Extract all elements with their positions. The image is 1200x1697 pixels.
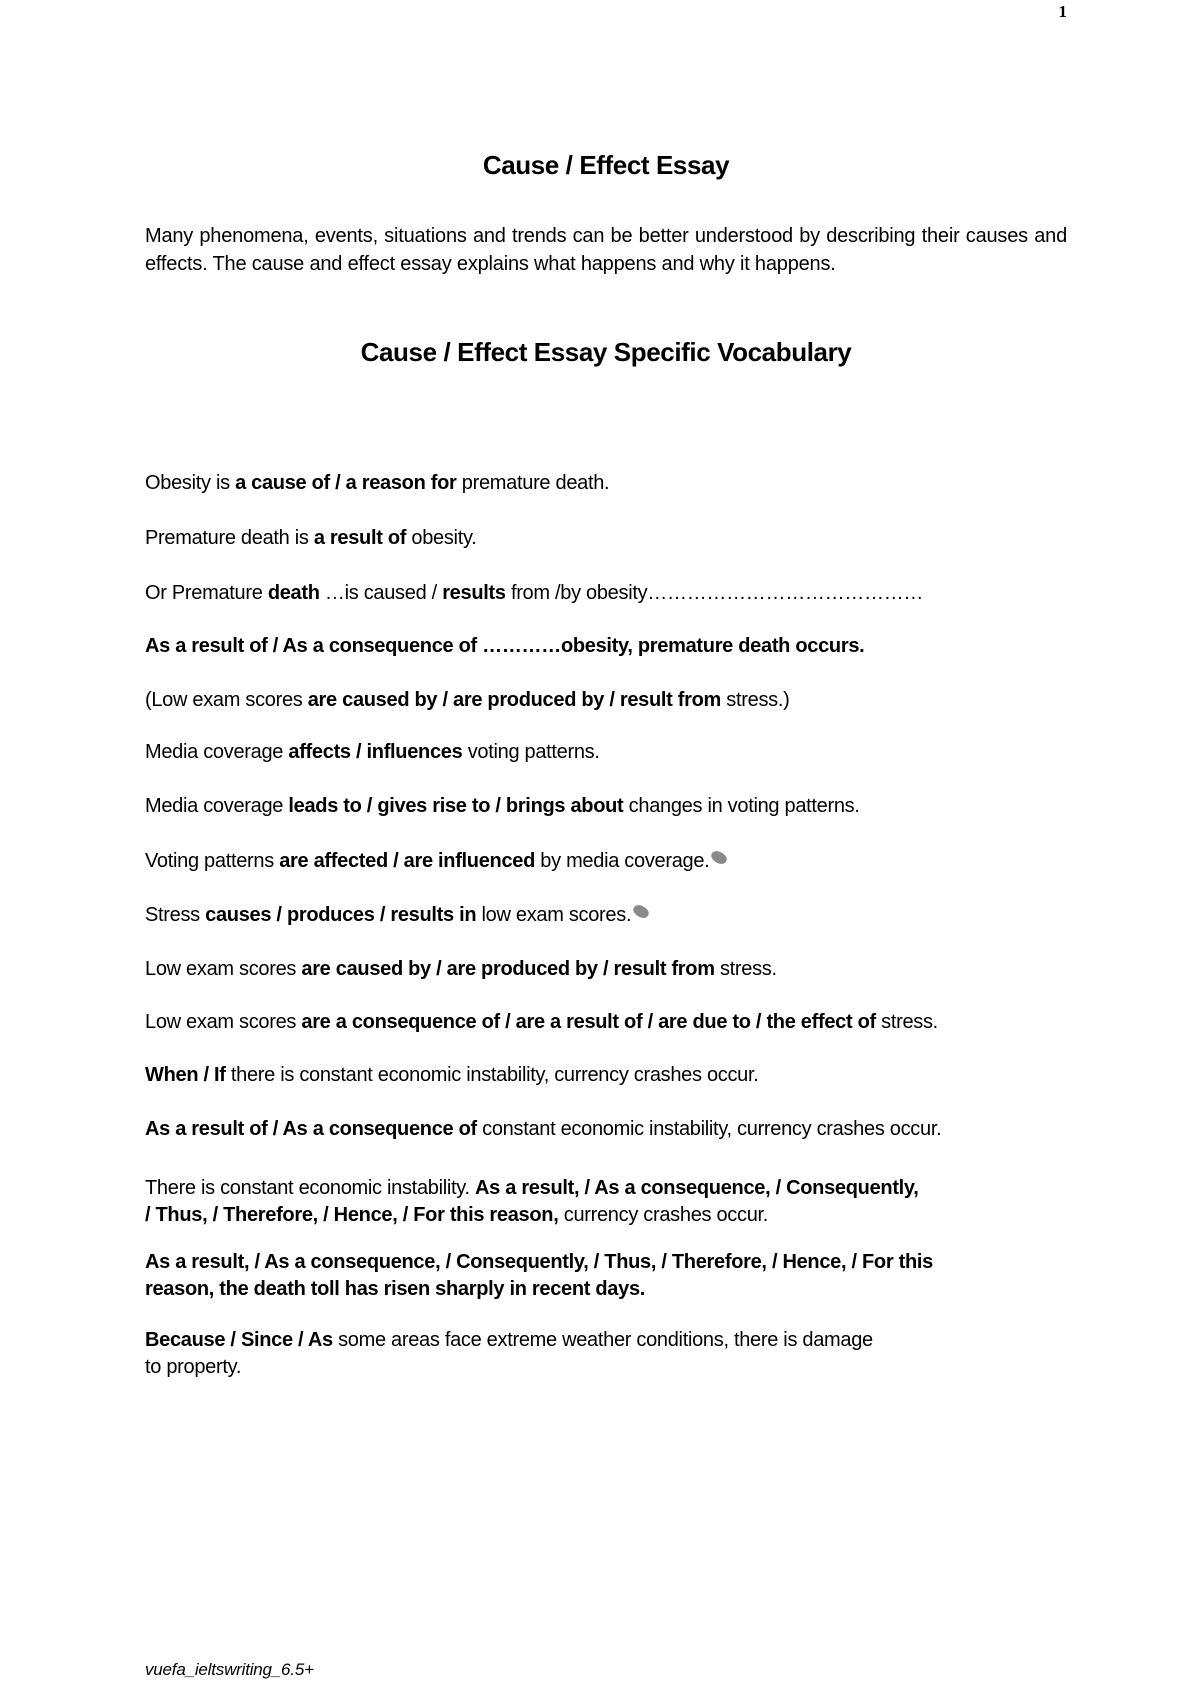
key-phrase: a cause of / a reason for — [235, 472, 457, 494]
key-phrase: are a consequence of / are a result of / are due to / the effect of — [301, 1011, 876, 1033]
sentence-10 — [145, 956, 1067, 983]
key-phrase: reason, the death toll has risen sharply in recent days. — [145, 1278, 646, 1300]
section-heading: Cause / Effect Essay Specific Vocabulary — [360, 337, 852, 367]
sentence-text: Media coverage — [145, 795, 289, 817]
sentence-text: constant economic instability, currency crashes occur. — [476, 1118, 942, 1140]
sentence-text: voting patterns. — [462, 741, 600, 763]
sentence-text: Premature death is — [145, 527, 314, 549]
key-phrase: are affected / are influenced — [279, 850, 536, 872]
key-phrase: results — [442, 582, 506, 604]
sentence-text: there is constant economic instability, currency crashes occur. — [225, 1064, 759, 1086]
sentence-text: premature death. — [456, 472, 610, 494]
sentence-text: obesity. — [406, 527, 477, 549]
key-phrase: affects / influences — [288, 741, 463, 763]
sentence-16 — [145, 1327, 1067, 1381]
sentence-6 — [145, 739, 1067, 766]
key-phrase: are caused by / are produced by / result from — [307, 689, 722, 711]
key-phrase: a result of — [313, 527, 407, 549]
sentence-text: stress.) — [721, 689, 790, 711]
sentence-7 — [145, 793, 1067, 820]
sentence-text: There is constant economic instability. — [145, 1177, 476, 1199]
sentence-text: Stress — [145, 904, 206, 926]
sentence-text: Media coverage — [145, 741, 289, 763]
sentence-text: by media coverage. — [535, 850, 710, 872]
sentence-text: Or Premature — [145, 582, 268, 604]
key-phrase: death — [267, 582, 320, 604]
footer-text: vuefa_ieltswriting_6.5+ — [145, 1660, 314, 1679]
sentence-2 — [145, 525, 1067, 552]
sentence-text: to property. — [145, 1356, 242, 1378]
pin-icon — [710, 848, 729, 866]
sentence-text: stress. — [875, 1011, 938, 1033]
sentence-text: stress. — [714, 958, 777, 980]
sentence-11 — [145, 1009, 1067, 1036]
sentence-text: (Low exam scores — [145, 689, 308, 711]
page-title: Cause / Effect Essay — [482, 150, 730, 180]
sentence-text: changes in voting patterns. — [623, 795, 860, 817]
sentence-text: low exam scores. — [476, 904, 632, 926]
key-phrase: are caused by / are produced by / result from — [301, 958, 715, 980]
sentence-13 — [145, 1116, 1067, 1143]
page-number: 1 — [1058, 2, 1067, 21]
sentence-9 — [145, 902, 1067, 929]
sentence-text: currency crashes occur. — [558, 1204, 769, 1226]
sentence-text: Low exam scores — [145, 958, 302, 980]
sentence-text: some areas face extreme weather conditions, there is damage — [332, 1329, 873, 1351]
key-phrase: As a result of / As a consequence of …………obesity, premature death occurs. — [145, 635, 865, 657]
sentence-5 — [145, 687, 1067, 714]
key-phrase: Because / Since / As — [145, 1329, 333, 1351]
key-phrase: As a result of / As a consequence of — [145, 1118, 477, 1140]
sentence-text: Voting patterns — [145, 850, 280, 872]
sentence-8 — [145, 848, 1067, 875]
sentence-12 — [145, 1062, 1067, 1089]
key-phrase: causes / produces / results in — [205, 904, 477, 926]
key-phrase: When / If — [145, 1064, 226, 1086]
sentence-text: …is caused / — [319, 582, 443, 604]
key-phrase: / Thus, / Therefore, / Hence, / For this reason, — [145, 1204, 559, 1226]
sentence-15 — [145, 1249, 1067, 1303]
key-phrase: As a result, / As a consequence, / Consequently, — [475, 1177, 919, 1199]
sentence-4 — [145, 633, 1067, 660]
pin-icon — [631, 902, 650, 920]
sentence-text: from /by obesity…………………………………… — [505, 582, 924, 604]
intro-paragraph: Many phenomena, events, situations and trends can be better understood by describing their causes and effects. The cause and effect essay explains what happens and why it happens. — [145, 225, 1067, 275]
sentence-text: Low exam scores — [145, 1011, 302, 1033]
sentence-1 — [145, 470, 1067, 497]
sentence-3 — [145, 580, 1067, 607]
key-phrase: As a result, / As a consequence, / Consequently, / Thus, / Therefore, / Hence, / For this — [145, 1251, 933, 1273]
key-phrase: leads to / gives rise to / brings about — [288, 795, 624, 817]
sentence-text: Obesity is — [145, 472, 236, 494]
sentence-14 — [145, 1175, 1067, 1229]
